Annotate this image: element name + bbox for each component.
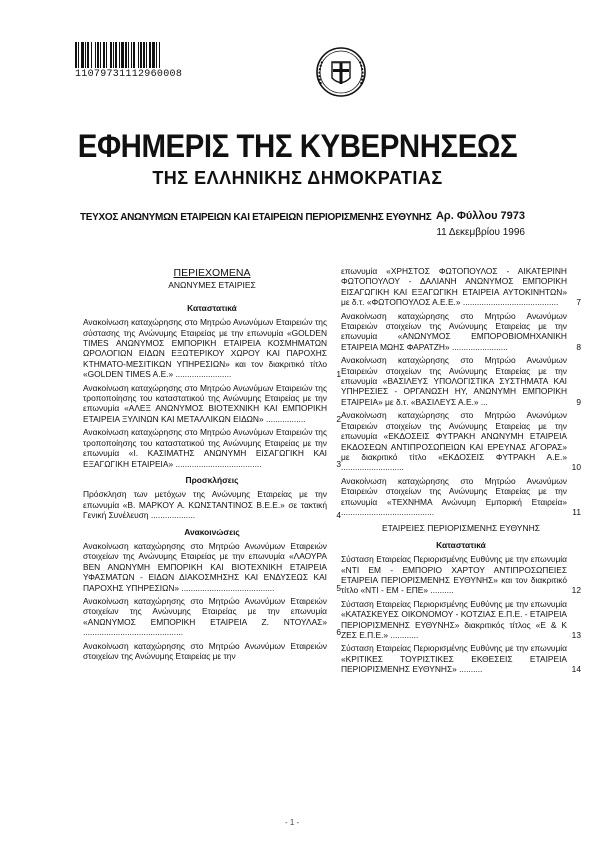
page-number: 9 [576, 396, 581, 407]
sheet-number: Αρ. Φύλλου 7973 [435, 210, 525, 222]
contents-entry: Ανακοίνωση καταχώρησης στο Μητρώο Ανωνύμων Εταιρειών στοιχείων της Ανώνυμης Εταιρείας με την επωνυμία «ΑΝΩΝΥΜΟΣ ΕΜΠΟΡΙΚΗ ΕΤΑΙΡΕΙΑ Ζ. ΝΤΟΥΛΑΣ» ........................................... 6 [83, 595, 341, 638]
page-number: 7 [576, 297, 581, 308]
section-title-ae: ΑΝΩΝΥΜΕΣ ΕΤΑΙΡΙΕΣ [168, 280, 256, 291]
page-footer-mark: - 1 - [285, 818, 300, 827]
page-number: 13 [571, 630, 581, 640]
contents-entry: Πρόσκληση των μετόχων της Ανώνυμης Εταιρείας με την επωνυμία «Β. ΜΑΡΚΟΥ Α. ΚΩΝΣΤΑΝΤΙΝΟΣ Β.Ε.Ε.» σε τακτική Γενική Συνέλευση ................... 4 [83, 489, 341, 521]
contents-entry: Ανακοίνωση καταχώρησης στο Μητρώο Ανωνύμων Εταιρειών της τροποποίησης του καταστατικού της Ανώνυμης Εταιρείας με την επωνυμία «ΑΛΕΞ ΑΝΩΝΥΜΟΣ ΒΙΟΤΕΧΝΙΚΗ ΚΑΙ ΕΜΠΟΡΙΚΗ ΕΤΑΙΡΕΙΑ ΞΥΛΙΝΩΝ ΚΑΙ ΜΕΤΑΛΛΙΚΩΝ ΕΙΔΩΝ» ................. 2 [83, 382, 341, 424]
contents-entry: Ανακοίνωση καταχώρησης στο Μητρώο Ανωνύμων Εταιρειών στοιχείων της Ανώνυμης Εταιρείας με την επωνυμία «ΕΚΔΟΣΕΙΣ ΦΥΤΡΑΚΗ ΑΝΩΝΥΜΗ ΕΤΑΙΡΕΙΑ ΕΚΔΟΣΕΩΝ ΑΝΤΙΠΡΟΣΩΠΕΙΩΝ ΚΑΙ ΕΡΕΥΝΑΣ ΑΓΟΡΑΣ» με διακριτικό τίτλο «ΕΚΔΟΣΕΙΣ ΦΥΤΡΑΚΗ Α.Ε.» ........................... 10 [341, 410, 581, 473]
group-heading-statutes: Καταστατικά [187, 302, 237, 313]
page-number: 10 [571, 462, 581, 473]
contents-entry: Ανακοίνωση καταχώρησης στο Μητρώο Ανωνύμων Εταιρειών στοιχείων της Ανώνυμης Εταιρείας με την [83, 640, 327, 661]
group-heading-statutes-epe: Καταστατικά [436, 539, 486, 550]
group-heading-invitations: Προσκλήσεις [185, 474, 239, 485]
barcode-number: 11079731112960008 [75, 69, 183, 80]
contents-right-column [341, 266, 581, 678]
contents-title: ΠΕΡΙΕΧΟΜΕΝΑ [173, 267, 251, 279]
page-number: 12 [571, 585, 581, 596]
page-number: 3 [336, 458, 341, 469]
page-number: 14 [571, 664, 581, 675]
page-number: 11 [572, 506, 581, 517]
gazette-title: ΕΦΗΜΕΡΙΣ ΤΗΣ ΚΥΒΕΡΝΗΣΕΩΣ [77, 128, 518, 164]
contents-entry: Σύσταση Εταιρείας Περιορισμένης Ευθύνης με την επωνυμία «ΝΤΙ ΕΜ - ΕΜΠΟΡΙΟ ΧΑΡΤΟΥ ΑΝΤΙΠΡΟΣΩΠΕΙΕΣ ΕΤΑΙΡΕΙΑ ΠΕΡΙΟΡΙΣΜΕΝΗΣ ΕΥΘΥΝΗΣ» και τον διακριτικό τίτλο «ΝΤΙ - ΕΜ - ΕΠΕ» .......... 12 [341, 554, 581, 596]
contents-entry: Ανακοίνωση καταχώρησης στο Μητρώο Ανωνύμων Εταιρειών της σύστασης της Ανώνυμης Εταιρείας με την επωνυμία «GOLDEN TIMES ΑΝΩΝΥΜΟΣ ΕΜΠΟΡΙΚΗ ΕΤΑΙΡΕΙΑ ΚΟΣΜΗΜΑΤΩΝ ΩΡΟΛΟΓΙΩΝ ΕΙΔΩΝ ΕΞΩΤΕΡΙΚΟΥ ΧΩΡΟΥ ΚΑΙ ΠΑΡΟΧΗΣ ΚΤΗΜΑΤΟ-ΜΕΣΙΤΙΚΩΝ ΥΠΗΡΕΣΙΩΝ» και τον διακριτικό τίτλο «GOLDEN TIMES A.E.» ........................ 1 [83, 317, 341, 380]
page-number: 2 [336, 413, 341, 424]
contents-entry: Ανακοίνωση καταχώρησης στο Μητρώο Ανωνύμων Εταιρειών στοιχείων της Ανώνυμης Εταιρείας με την επωνυμία «ΒΑΣΙΛΕΥΣ ΥΠΟΛΟΓΙΣΤΙΚΑ ΣΥΣΤΗΜΑΤΑ ΚΑΙ ΥΠΗΡΕΣΙΕΣ - ΟΡΓΑΝΩΣΗ ΗΥ, ΑΝΩΝΥΜΗ ΕΜΠΟΡΙΚΗ ΕΤΑΙΡΕΙΑ» με δ.τ. «ΒΑΣΙΛΕΥΣ Α.Ε.» ... 9 [341, 355, 581, 407]
contents-entry: Ανακοίνωση καταχώρησης στο Μητρώο Ανωνύμων Εταιρειών στοιχείων της Ανώνυμης Εταιρείας με την επωνυμία «ΑΝΩΝΥΜΟΣ ΕΜΠΟΡΟΒΙΟΜΗΧΑΝΙΚΗ ΕΤΑΙΡΕΙΑ ΜΩΗΣ ΦΑΡΑΤΖΗ» ........................ 8 [341, 310, 581, 352]
section-title-epe: ΕΤΑΙΡΕΙΕΣ ΠΕΡΙΟΡΙΣΜΕΝΗΣ ΕΥΘΥΝΗΣ [381, 523, 541, 534]
page-number: 6 [336, 627, 341, 638]
group-heading-announcements: Ανακοινώσεις [184, 526, 240, 537]
contents-entry: Ανακοίνωση καταχώρησης στο Μητρώο Ανωνύμων Εταιρειών της τροποποίησης του καταστατικού της Ανώνυμης Εταιρείας με την επωνυμία «Ι. ΚΑΣΙΜΑΤΗΣ ΑΝΩΝΥΜΗ ΕΙΣΑΓΩΓΙΚΗ ΚΑΙ ΕΞΑΓΩΓΙΚΗ ΕΤΑΙΡΕΙΑ» ..................................... 3 [83, 427, 341, 469]
issue-date: 11 Δεκεμβρίου 1996 [436, 227, 525, 238]
gazette-subtitle: ΤΗΣ ΕΛΛΗΝΙΚΗΣ ΔΗΜΟΚΡΑΤΙΑΣ [152, 168, 443, 188]
greek-coat-of-arms-emblem [315, 44, 367, 100]
page-number: 5 [336, 582, 341, 593]
contents-entry: Ανακοίνωση καταχώρησης στο Μητρώο Ανωνύμων Εταιρειών στοιχείων της Ανώνυμης Εταιρείας με την επωνυμία «ΛΑΟΥΡΑ ΒΕΝ ΑΝΩΝΥΜΗ ΕΜΠΟΡΙΚΗ ΚΑΙ ΒΙΟΤΕΧΝΙΚΗ ΕΤΑΙΡΕΙΑ ΥΦΑΣΜΑΤΩΝ - ΕΙΔΩΝ ΔΙΑΚΟΣΜΗΣΗΣ ΚΑΙ ΕΝΔΥΣΕΩΣ ΚΑΙ ΠΑΡΟΧΗΣ ΥΠΗΡΕΣΙΩΝ» ........................................ 5 [83, 540, 341, 593]
contents-entry: Σύσταση Εταιρείας Περιορισμένης Ευθύνης με την επωνυμία «ΚΡΙΤΙΚΕΣ ΤΟΥΡΙΣΤΙΚΕΣ ΕΚΘΕΣΕΙΣ ΕΤΑΙΡΕΙΑ ΠΕΡΙΟΡΙΣΜΕΝΗΣ ΕΥΘΥΝΗΣ» .......... 14 [341, 643, 581, 675]
contents-entry: Ανακοίνωση καταχώρησης στο Μητρώο Ανωνύμων Εταιρειών στοιχείων της Ανώνυμης Εταιρείας με την επωνυμία «ΤΕΧΝΗΜΑ Ανώνυμη Εμπορική Εταιρεία» ........................................ 11 [341, 475, 581, 517]
page-number: 1 [336, 369, 341, 380]
page-number: 4 [336, 510, 341, 521]
page-number: 8 [576, 341, 581, 352]
contents-left-column [83, 268, 341, 664]
contents-entry: Σύσταση Εταιρείας Περιορισμένης Ευθύνης με την επωνυμία «ΚΑΤΑΣΚΕΥΕΣ ΟΙΚΟΝΟΜΟΥ - ΚΟΤΖΙΑΣ Ε.Π.Ε. - ΕΤΑΙΡΕΙΑ ΠΕΡΙΟΡΙΣΜΕΝΗΣ ΕΥΘΥΝΗΣ» διακριτικός τίτλος «Ε & Κ ΖΕΣ Ε.Π.Ε.» ............ 13 [341, 598, 581, 640]
contents-entry: επωνυμία «ΧΡΗΣΤΟΣ ΦΩΤΟΠΟΥΛΟΣ - ΑΙΚΑΤΕΡΙΝΗ ΦΩΤΟΠΟΥΛΟΥ - ΔΑΛΙΑΝΗ ΑΝΩΝΥΜΟΣ ΕΜΠΟΡΙΚΗ ΕΙΣΑΓΩΓΙΚΗ ΚΑΙ ΕΞΑΓΩΓΙΚΗ ΕΤΑΙΡΕΙΑ ΑΥΤΟΚΙΝΗΤΩΝ» με δ.τ. «ΦΩΤΟΠΟΥΛΟΣ Α.Ε.Ε.» ......................................... 7 [341, 266, 581, 308]
barcode-image [75, 42, 215, 68]
issue-type: ΤΕΥΧΟΣ ΑΝΩΝΥΜΩΝ ΕΤΑΙΡΕΙΩΝ ΚΑΙ ΕΤΑΙΡΕΙΩΝ ΠΕΡΙΟΡΙΣΜΕΝΗΣ ΕΥΘΥΝΗΣ [80, 212, 432, 223]
